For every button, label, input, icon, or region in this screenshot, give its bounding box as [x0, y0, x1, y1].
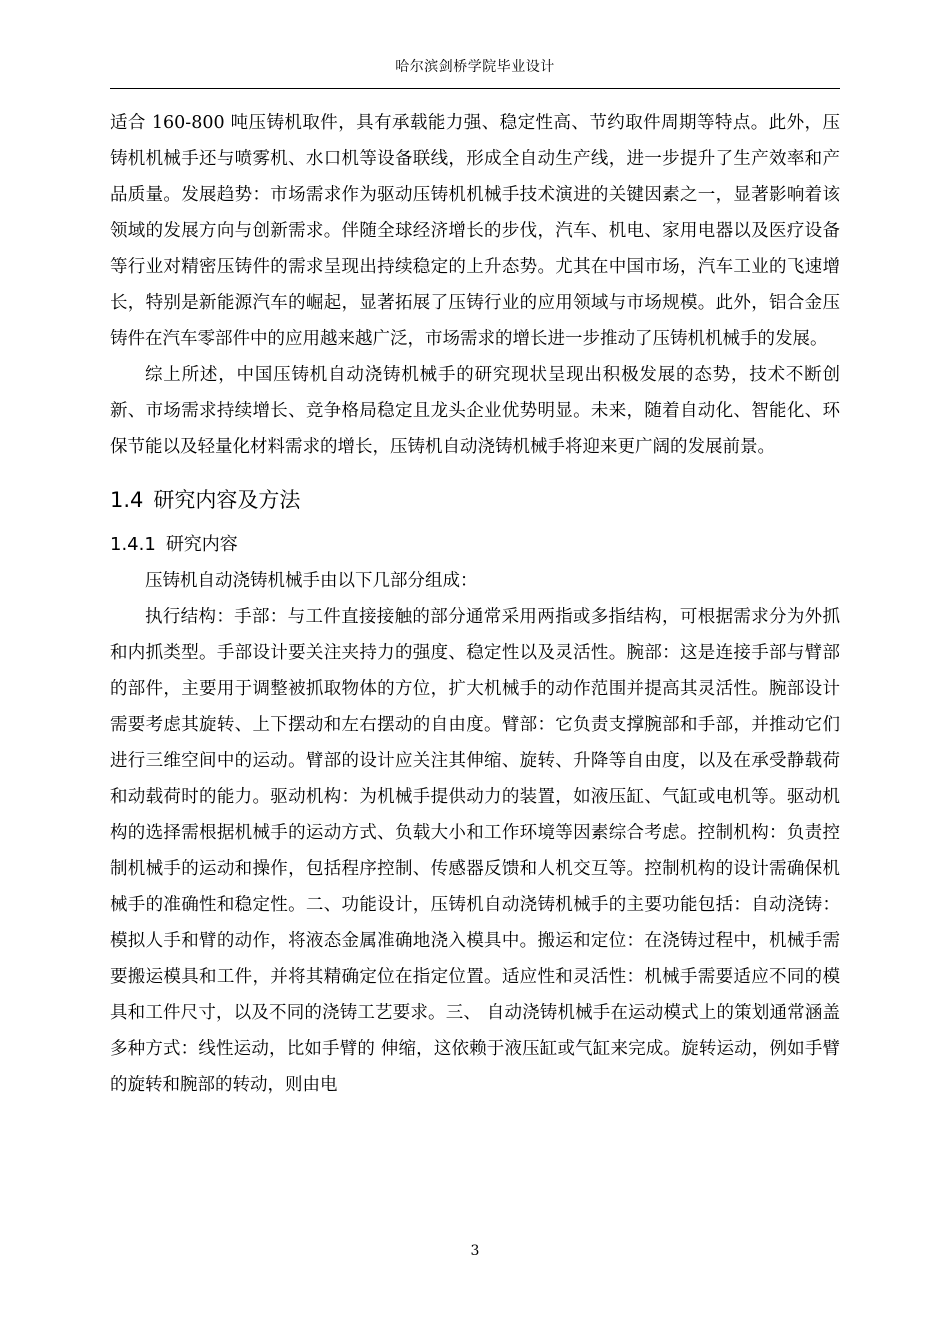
subsection-heading-1-4-1 — [110, 529, 840, 561]
paragraph-3: 压铸机自动浇铸机械手由以下几部分组成： — [145, 571, 478, 591]
paragraph-4: 执行结构：手部：与工件直接接触的部分通常采用两指或多指结构，可根据需求分为外抓和内抓类型。手部设计要关注夹持力的强度、稳定性以及灵活性。腕部：这是连接手部与臂部的部件，主要用于调整被抓取物体的方位，扩大机械手的动作范围并提高其灵活性。腕部设计需要考虑其旋转、上下摆动和左右摆动的自由度。臂部：它负责支撑腕部和手部，并推动它们进行三维空间中的运动。臂部的设计应关注其伸缩、旋转、升降等自由度，以及在承受静载荷和动载荷时的能力。驱动机构：为机械手提供动力的装置，如液压缸、气缸或电机等。驱动机构的选择需根据机械手的运动方式、负载大小和工作环境等因素综合考虑。控制机构：负责控制机械手的运动和操作，包括程序控制、传感器反馈和人机交互等。控制机构的设计需确保机械手的准确性和稳定性。二、功能设计，压铸机自动浇铸机械手的主要功能包括：自动浇铸：模拟人手和臂的动作，将液态金属准确地浇入模具中。搬运和定位：在浇铸过程中，机械手需要搬运模具和工件，并将其精确定位在指定位置。适应性和灵活性：机械手需要适应不同的模具和工件尺寸，以及不同的浇铸工艺要求。三、 自动浇铸机械手在运动模式上的策划通常涵盖多种方式：线性运动，比如手臂的 伸缩，这依赖于液压缸或气缸来完成。旋转运动，例如手臂的旋转和腕部的转动，则由电 — [110, 607, 840, 1095]
section-heading-number: 1.4 — [110, 488, 144, 512]
section-heading-1-4 — [110, 483, 840, 517]
page-number: 3 — [470, 1243, 480, 1259]
section-heading-text: 研究内容及方法 — [153, 488, 301, 512]
header-divider — [110, 88, 840, 89]
paragraph-2: 综上所述，中国压铸机自动浇铸机械手的研究现状呈现出积极发展的态势，技术不断创新、市场需求持续增长、竞争格局稳定且龙头企业优势明显。未来，随着自动化、智能化、环保节能以及轻量化材料需求的增长，压铸机自动浇铸机械手将迎来更广阔的发展前景。 — [110, 365, 840, 457]
page-header: 哈尔滨剑桥学院毕业设计 — [395, 59, 555, 75]
subsection-heading-number: 1.4.1 — [110, 534, 156, 555]
page-content — [110, 105, 840, 1103]
paragraph-1: 适合 160-800 吨压铸机取件，具有承载能力强、稳定性高、节约取件周期等特点。此外，压铸机机械手还与喷雾机、水口机等设备联线，形成全自动生产线，进一步提升了生产效率和产品质量。发展趋势：市场需求作为驱动压铸机机械手技术演进的关键因素之一，显著影响着该领域的发展方向与创新需求。伴随全球经济增长的步伐，汽车、机电、家用电器以及医疗设备等行业对精密压铸件的需求呈现出持续稳定的上升态势。尤其在中国市场，汽车工业的飞速增长，特别是新能源汽车的崛起，显著拓展了压铸行业的应用领域与市场规模。此外，铝合金压铸件在汽车零部件中的应用越来越广泛，市场需求的增长进一步推动了压铸机机械手的发展。 — [110, 113, 840, 349]
subsection-heading-text: 研究内容 — [165, 534, 238, 555]
